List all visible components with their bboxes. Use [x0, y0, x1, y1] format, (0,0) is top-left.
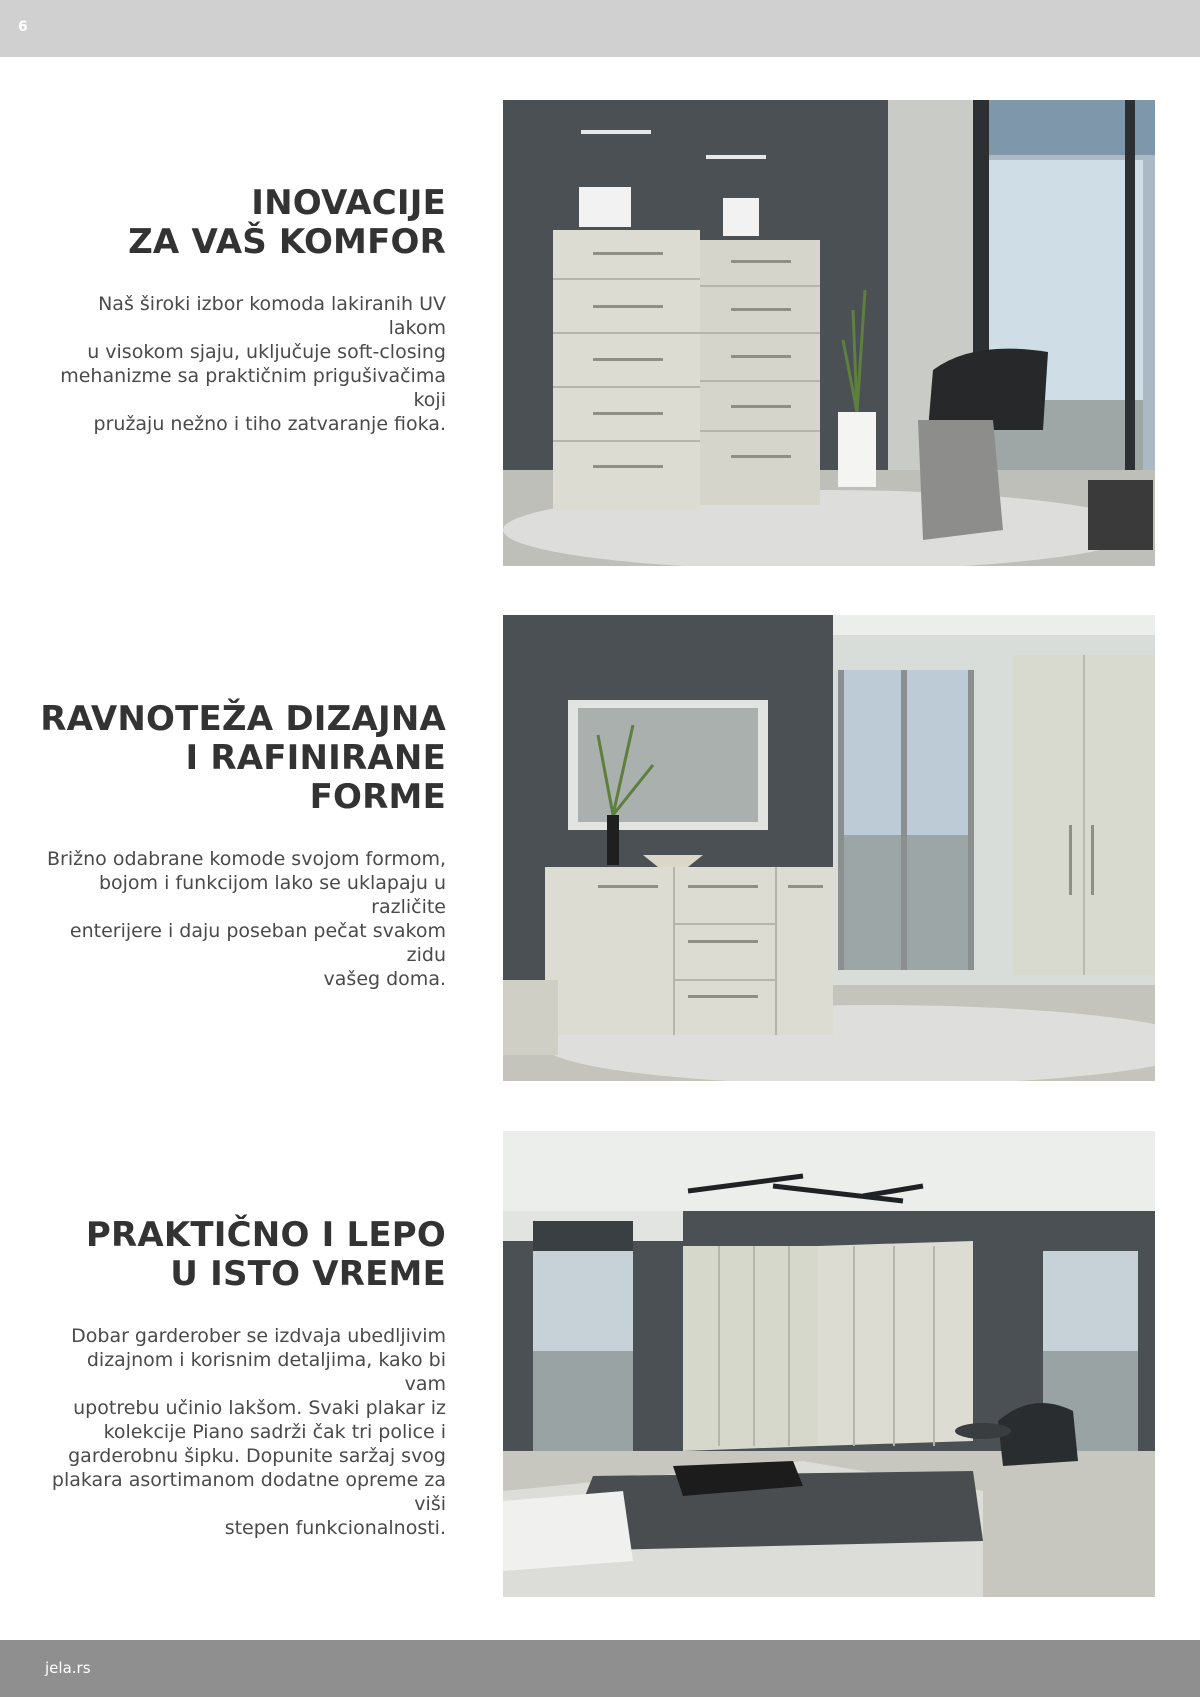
section-body: [40, 847, 446, 991]
body-line: pružaju nežno i tiho zatvaranje fioka.: [93, 413, 446, 435]
body-line: Brižno odabrane komode svojom formom,: [47, 848, 446, 870]
body-line: garderobnu šipku. Dopunite saržaj svog: [68, 1445, 446, 1467]
section-title: [40, 184, 446, 262]
title-line: U ISTO VREME: [170, 1254, 446, 1294]
body-line: vašeg doma.: [323, 968, 446, 990]
body-line: plakara asortimanom dodatne opreme za viši: [51, 1469, 446, 1515]
body-line: kolekcije Piano sadrži čak tri police i: [103, 1421, 446, 1443]
body-line: mehanizme sa praktičnim prigušivačima koji: [60, 365, 446, 411]
section-body: [40, 292, 446, 436]
title-line: PRAKTIČNO I LEPO: [85, 1215, 446, 1255]
photo-wardrobe-bedroom: [503, 1131, 1155, 1597]
section-ravnoteza: [40, 700, 446, 991]
sideboard-illustration: [503, 615, 1155, 1081]
body-line: u visokom sjaju, uključuje soft-closing: [87, 341, 446, 363]
body-line: Naš široki izbor komoda lakiranih UV lakom: [98, 293, 446, 339]
title-line: RAVNOTEŽA DIZAJNA: [40, 699, 446, 739]
wardrobe-illustration: [503, 1131, 1155, 1597]
title-line: ZA VAŠ KOMFOR: [128, 222, 446, 262]
body-line: Dobar garderober se izdvaja ubedljivim: [71, 1325, 446, 1347]
section-body: [40, 1324, 446, 1540]
section-komfor: [40, 184, 446, 436]
photo-dressers-room: [503, 100, 1155, 566]
body-line: bojom i funkcijom lako se uklapaju u različite: [98, 872, 446, 918]
section-prakticno: [40, 1216, 446, 1540]
bottom-bar: [0, 1640, 1200, 1697]
body-line: enterijere i daju poseban pečat svakom zidu: [69, 920, 446, 966]
page-number: 6: [18, 19, 28, 35]
photo-sideboard-room: [503, 615, 1155, 1081]
body-line: dizajnom i korisnim detaljima, kako bi vam: [86, 1349, 446, 1395]
body-line: upotrebu učinio lakšom. Svaki plakar iz: [73, 1397, 446, 1419]
title-line: INOVACIJE: [251, 183, 446, 223]
section-title: [40, 1216, 446, 1294]
section-title: [40, 700, 446, 817]
title-line: I RAFINIRANE FORME: [185, 738, 446, 817]
footer-site-link[interactable]: jela.rs: [45, 1659, 91, 1677]
dressers-illustration: [503, 100, 1155, 566]
top-bar: [0, 0, 1200, 57]
body-line: stepen funkcionalnosti.: [224, 1517, 446, 1539]
